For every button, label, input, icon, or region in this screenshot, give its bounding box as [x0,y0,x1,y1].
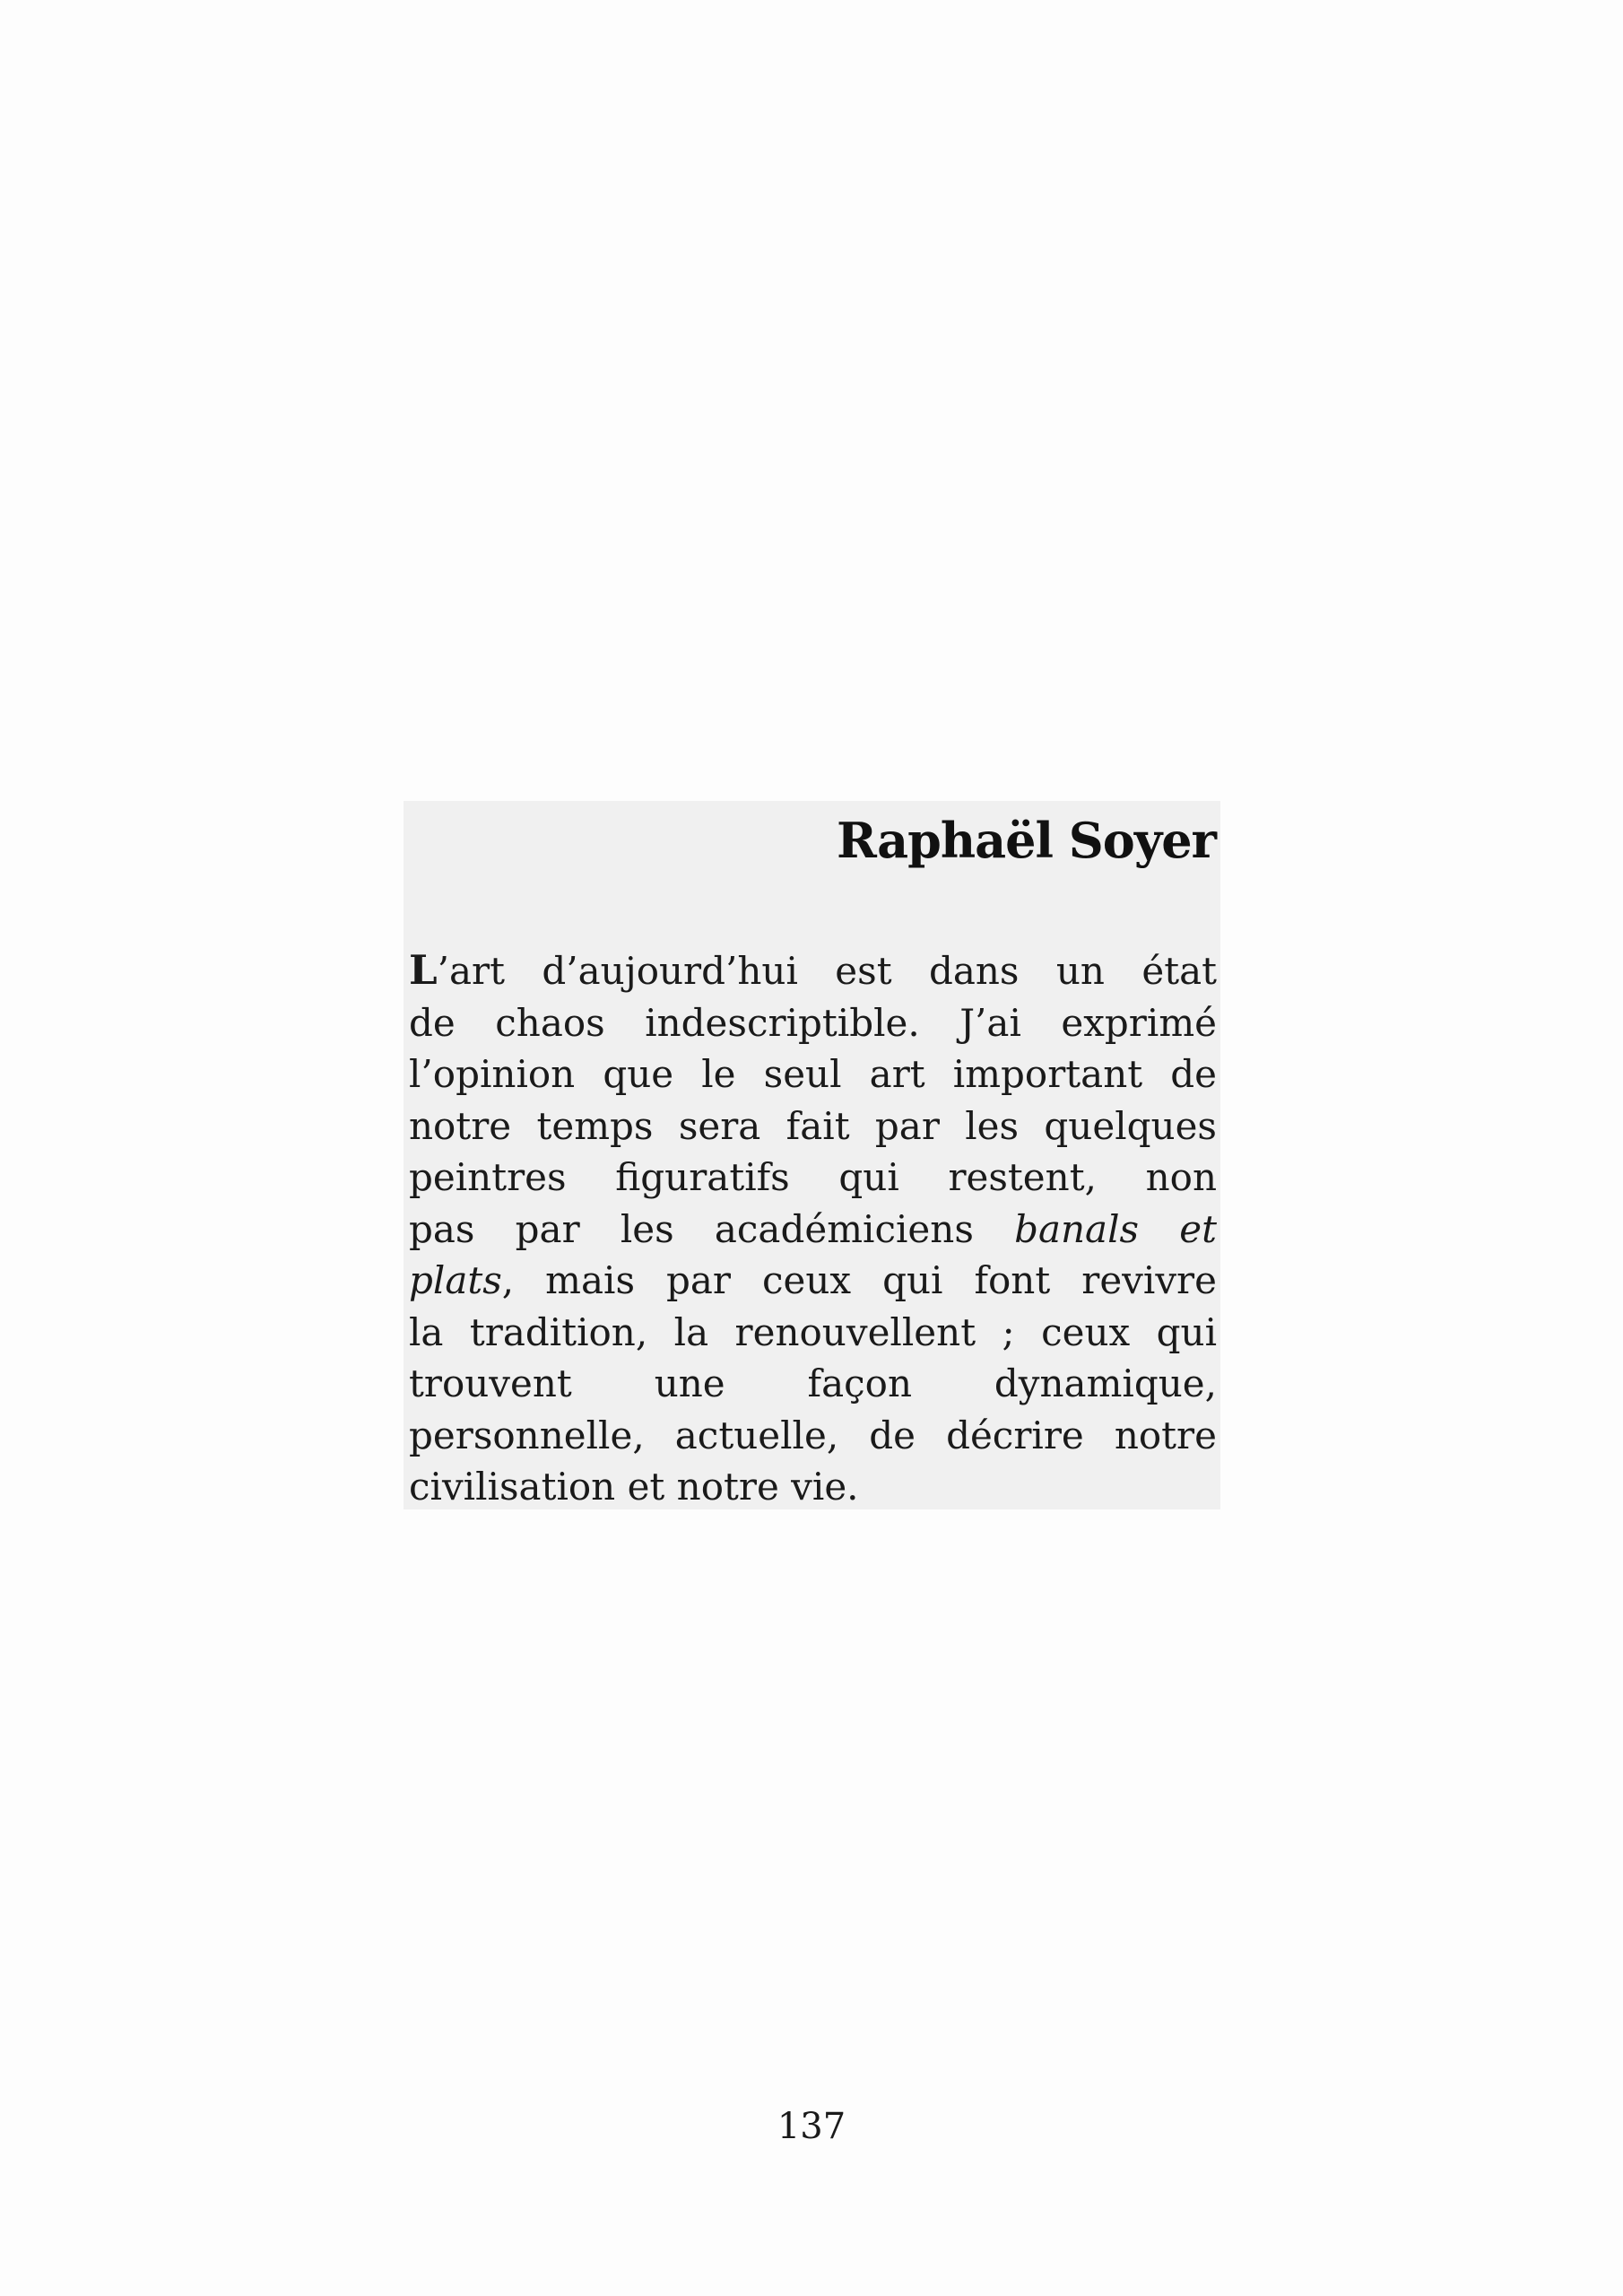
quote-line: plats, mais par ceux qui font revivre [409,1258,1217,1302]
page-number: 137 [777,2106,846,2147]
quote-line: trouvent une façon dynamique, [409,1361,1217,1405]
quote-box [404,801,1220,1509]
quote-line: de chaos indescriptible. J’ai exprimé [409,1000,1217,1045]
quote-line: personnelle, actuelle, de décrire notre [409,1413,1217,1457]
quote-emphasis: banals et [1014,1206,1217,1251]
quote-emphasis: plats [409,1258,502,1302]
quote-line: civilisation et notre vie. [409,1465,859,1509]
author-heading: Raphaël Soyer [837,812,1216,869]
quote-line: pas par les académiciens banals et [409,1206,1217,1251]
quote-line: la tradition, la renouvellent ; ceux qui [409,1309,1217,1354]
quote-line: notre temps sera fait par les quelques [409,1103,1217,1148]
quote-line: peintres figuratifs qui restent, non [409,1155,1217,1199]
quote-line: L’art d’aujourd’hui est dans un état [409,946,1217,994]
quote-text [409,944,1217,1513]
drop-cap: L [409,946,438,994]
quote-line: l’opinion que le seul art important de [409,1052,1217,1096]
